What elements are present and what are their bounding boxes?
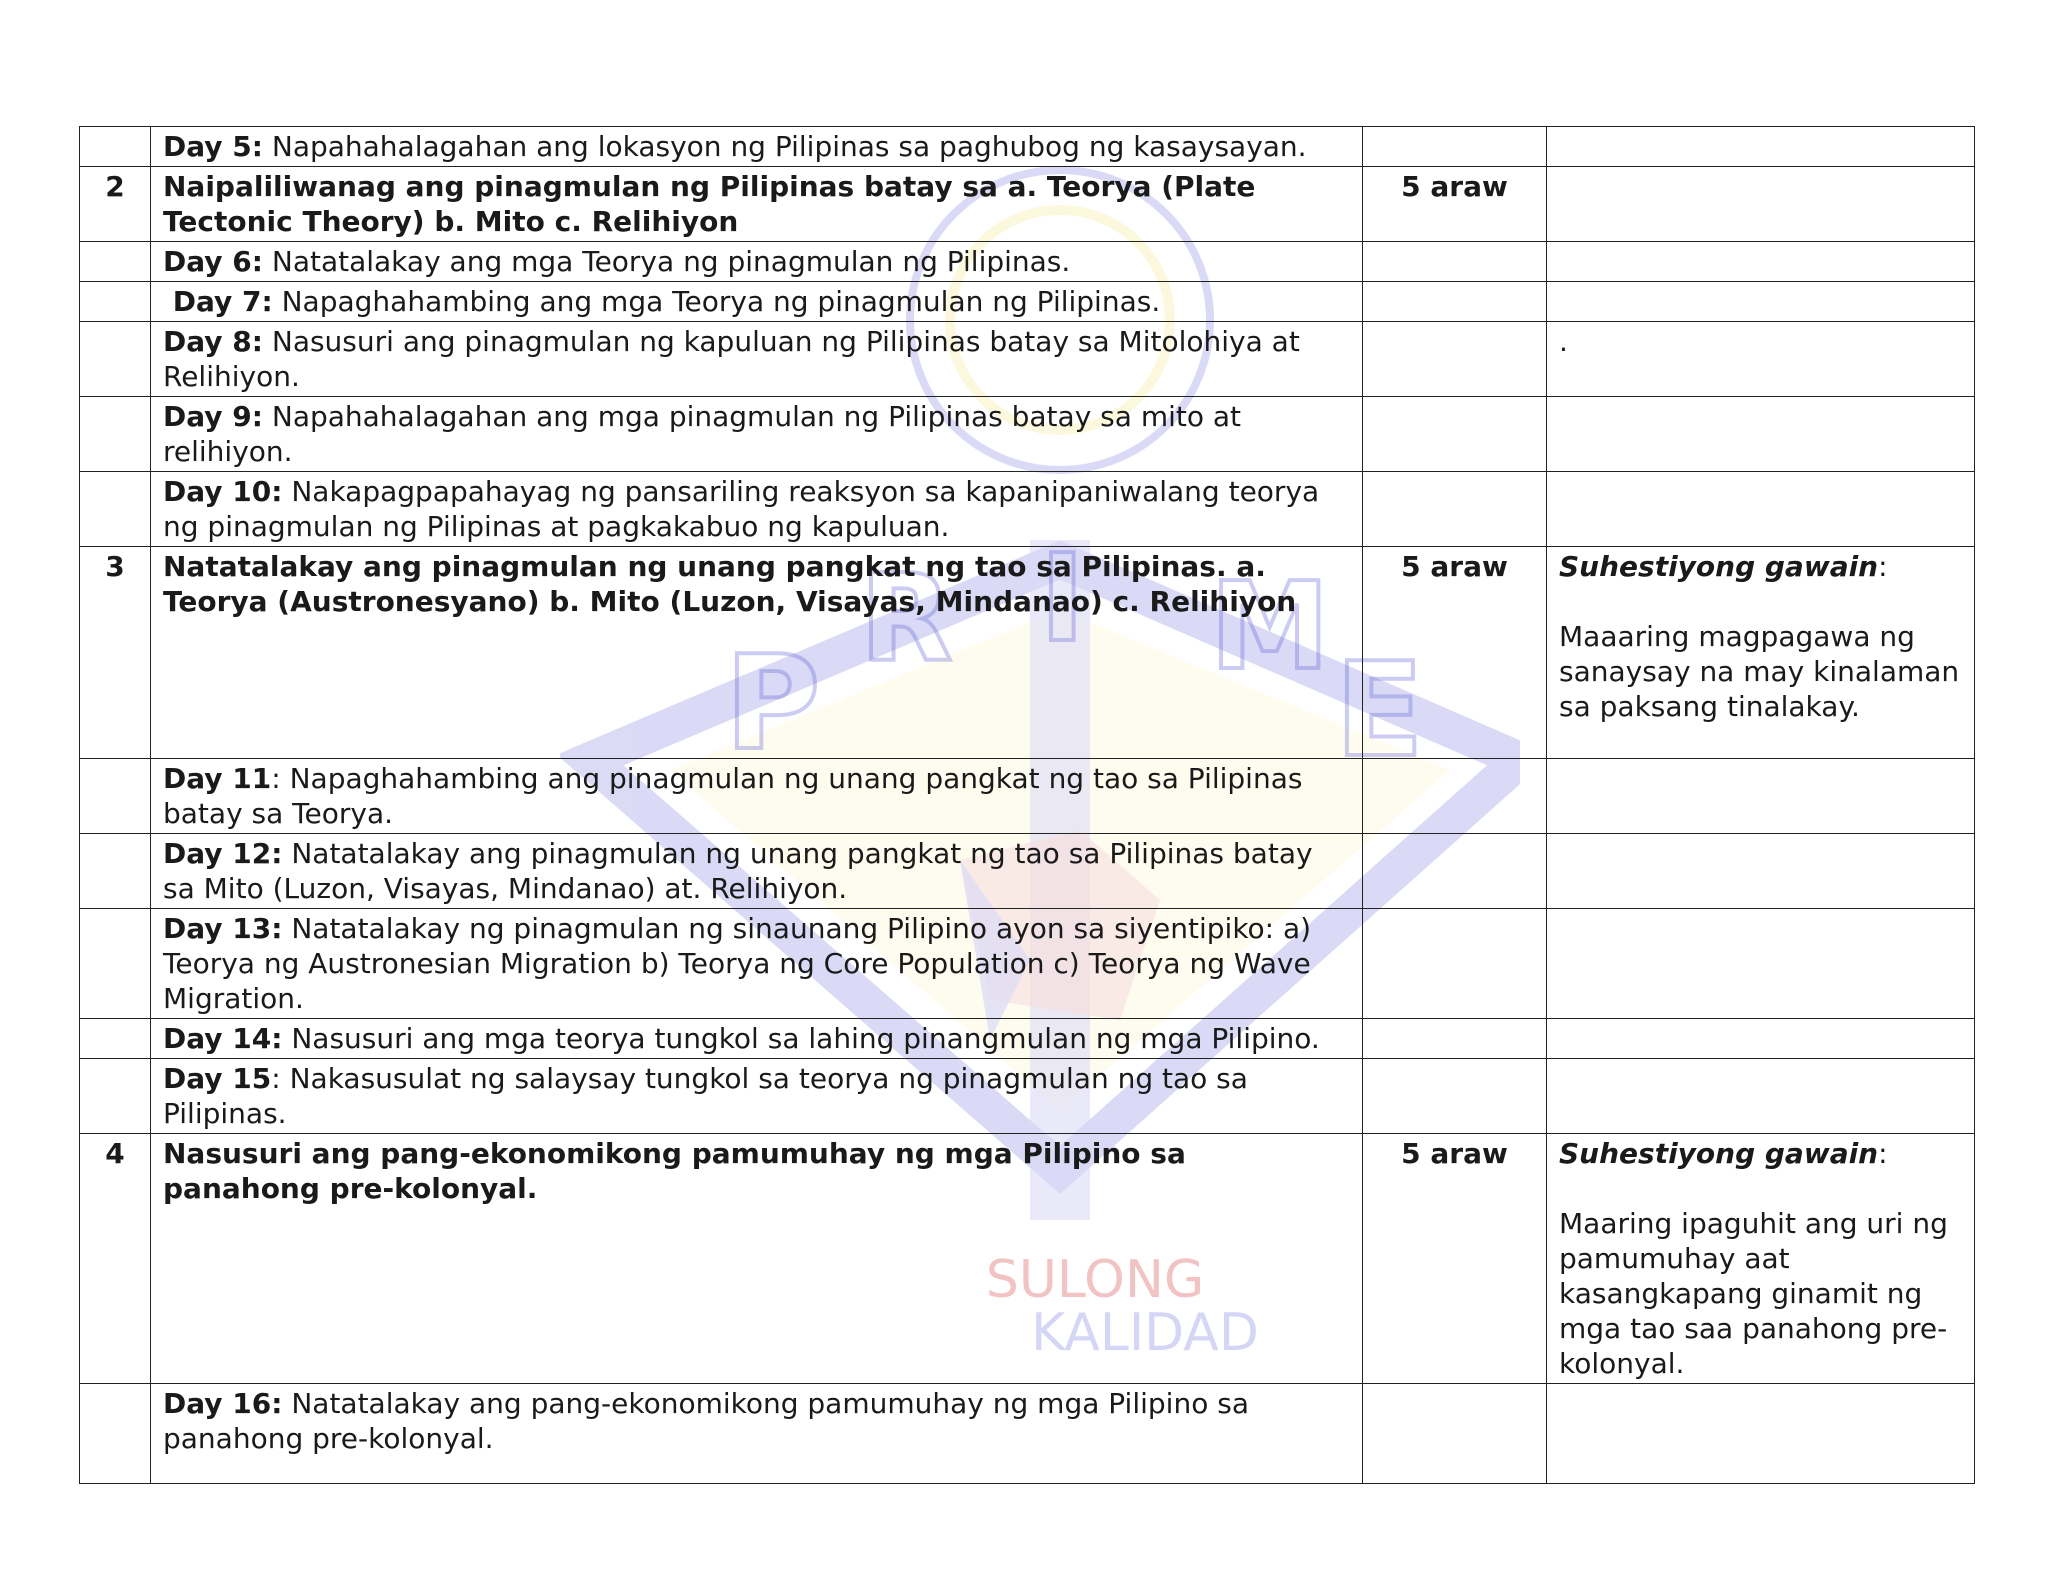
note-cell: . [1547,322,1975,397]
day-text: Natatalakay ang pang-ekonomikong pamumuhay ng mga Pilipino sa panahong pre-kolonyal. [163,1387,1249,1455]
competency-title: Naipaliliwanag ang pinagmulan ng Pilipinas batay sa a. Teorya (Plate Tectonic Theory) b. Mito c. Relihiyon [151,167,1363,242]
note-cell [1547,759,1975,834]
note-cell [1547,472,1975,547]
day-label: Day 13: [163,912,283,945]
watermark-letter-p: P [725,627,821,779]
note-cell [1547,127,1975,167]
day-label: Day 6: [163,245,263,278]
day-text: Nasusuri ang pinagmulan ng kapuluan ng Pilipinas batay sa Mitolohiya at Relihiyon. [163,325,1300,393]
day-text: Napaghahambing ang mga Teorya ng pinagmulan ng Pilipinas. [272,285,1161,318]
note-cell [1547,834,1975,909]
competency-cell [151,322,1363,397]
number-cell [80,472,151,547]
watermark-letter-m: M [1210,558,1330,697]
table-row [80,834,1975,909]
duration-cell [1363,397,1547,472]
competency-cell [151,909,1363,1019]
suggestion-colon: : [1878,1137,1888,1170]
watermark-letter-e: E [1335,634,1424,786]
day-text: Natatalakay ng pinagmulan ng sinaunang Pilipino ayon sa siyentipiko: a) Teorya ng Austronesian Migration b) Teorya ng Core Population c) Teorya ng Wave Migration. [163,912,1312,1015]
competency-title: Natatalakay ang pinagmulan ng unang pangkat ng tao sa Pilipinas. a. Teorya (Austronesyano) b. Mito (Luzon, Visayas, Mindanao) c. Relihiyon [151,547,1363,759]
table-row [80,1384,1975,1484]
number-cell [80,1384,151,1484]
number-cell [80,909,151,1019]
number-cell: 2 [80,167,151,242]
duration-cell [1363,759,1547,834]
competency-title: Nasusuri ang pang-ekonomikong pamumuhay ng mga Pilipino sa panahong pre-kolonyal. [151,1134,1363,1384]
day-label: Day 8: [163,325,263,358]
duration-cell [1363,242,1547,282]
competency-cell [151,1384,1363,1484]
watermark-text-sulong: SULONG [985,1250,1205,1310]
table-row [80,282,1975,322]
duration-cell: 5 araw [1363,547,1547,759]
table-row [80,242,1975,282]
day-label: Day 12: [163,837,283,870]
day-label: Day 9: [163,400,263,433]
note-cell [1547,167,1975,242]
table-row [80,167,1975,242]
duration-cell [1363,282,1547,322]
number-cell [80,834,151,909]
duration-cell [1363,1384,1547,1484]
suggestion-text: Maaring ipaguhit ang uri ng pamumuhay aat kasangkapang ginamit ng mga tao saa panahong pre-kolonyal. [1559,1207,1948,1380]
table-row [80,1134,1975,1384]
table-row [80,909,1975,1019]
competency-cell [151,127,1363,167]
watermark-letter-r: R [860,550,953,689]
table-row [80,1019,1975,1059]
number-cell [80,242,151,282]
number-cell: 4 [80,1134,151,1384]
day-label: Day 14: [163,1022,283,1055]
number-cell [80,127,151,167]
table-row [80,397,1975,472]
number-cell [80,1059,151,1134]
table-row [80,472,1975,547]
watermark-text-kalidad: KALIDAD [1031,1303,1259,1363]
duration-cell: 5 araw [1363,1134,1547,1384]
day-text: Natatalakay ang mga Teorya ng pinagmulan ng Pilipinas. [262,245,1071,278]
number-cell [80,322,151,397]
duration-cell [1363,322,1547,397]
duration-cell [1363,909,1547,1019]
day-label: Day 5: [163,130,263,163]
suggestion-label: Suhestiyong gawain [1559,550,1879,583]
competency-cell [151,834,1363,909]
table-row [80,322,1975,397]
number-cell [80,282,151,322]
competency-cell [151,1019,1363,1059]
note-cell [1547,242,1975,282]
table-row [80,127,1975,167]
duration-cell [1363,834,1547,909]
note-cell [1547,1019,1975,1059]
number-cell [80,397,151,472]
duration-cell [1363,472,1547,547]
day-label: Day 7: [163,285,273,318]
day-text: Napahahalagahan ang mga pinagmulan ng Pilipinas batay sa mito at relihiyon. [163,400,1242,468]
suggestion-label: Suhestiyong gawain [1559,1137,1879,1170]
day-text: : Nakasusulat ng salaysay tungkol sa teorya ng pinagmulan ng tao sa Pilipinas. [163,1062,1248,1130]
competency-cell [151,282,1363,322]
note-cell [1547,282,1975,322]
competency-cell [151,242,1363,282]
duration-cell [1363,127,1547,167]
note-cell [1547,547,1975,759]
day-text: Nasusuri ang mga teorya tungkol sa lahing pinangmulan ng mga Pilipino. [282,1022,1320,1055]
duration-cell: 5 araw [1363,167,1547,242]
competency-cell [151,1059,1363,1134]
day-label: Day 16: [163,1387,283,1420]
day-label: Day 15 [163,1062,272,1095]
day-text: Natatalakay ang pinagmulan ng unang pangkat ng tao sa Pilipinas batay sa Mito (Luzon, Visayas, Mindanao) at. Relihiyon. [163,837,1313,905]
lesson-plan-table [79,126,1975,1484]
day-text: : Napaghahambing ang pinagmulan ng unang pangkat ng tao sa Pilipinas batay sa Teorya. [163,762,1303,830]
note-cell [1547,1059,1975,1134]
suggestion-text: Maaaring magpagawa ng sanaysay na may kinalaman sa paksang tinalakay. [1559,620,1960,723]
duration-cell [1363,1059,1547,1134]
note-cell [1547,909,1975,1019]
competency-cell [151,397,1363,472]
note-cell [1547,1384,1975,1484]
table-row [80,547,1975,759]
competency-cell [151,472,1363,547]
day-text: Napahahalagahan ang lokasyon ng Pilipinas sa paghubog ng kasaysayan. [262,130,1307,163]
duration-cell [1363,1019,1547,1059]
table-row [80,759,1975,834]
number-cell [80,1019,151,1059]
number-cell [80,759,151,834]
watermark-letter-i: I [1040,530,1085,669]
note-cell [1547,1134,1975,1384]
competency-cell [151,759,1363,834]
day-label: Day 10: [163,475,283,508]
day-label: Day 11 [163,762,272,795]
note-cell [1547,397,1975,472]
number-cell: 3 [80,547,151,759]
day-text: Nakapagpapahayag ng pansariling reaksyon sa kapanipaniwalang teorya ng pinagmulan ng Pilipinas at pagkakabuo ng kapuluan. [163,475,1320,543]
suggestion-colon: : [1878,550,1888,583]
table-row [80,1059,1975,1134]
